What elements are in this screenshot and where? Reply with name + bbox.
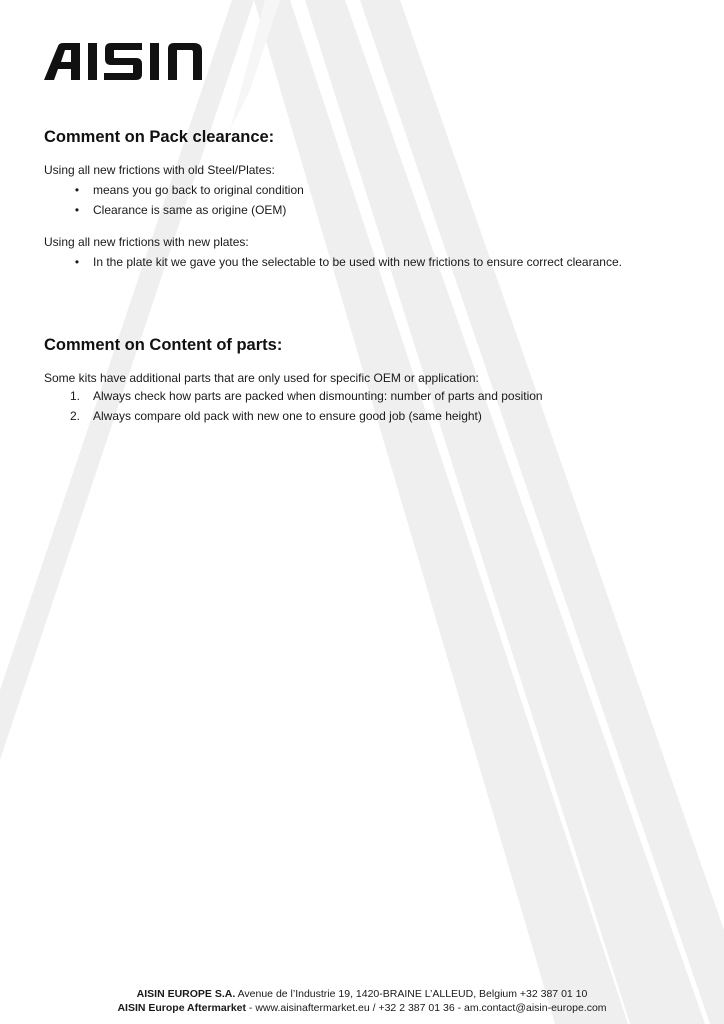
- list-item: [44, 182, 664, 198]
- footer-contact: - www.aisinaftermarket.eu / +32 2 387 01 36 - am.contact@aisin-europe.com: [246, 1002, 607, 1014]
- bullet-list: [44, 254, 644, 270]
- bullet-marker: •: [74, 203, 80, 217]
- page-footer: [0, 987, 724, 1015]
- bullet-marker: •: [74, 255, 80, 269]
- list-item-text: In the plate kit we gave you the selectable to be used with new frictions to ensure correct clearance.: [93, 255, 622, 269]
- group-intro: Using all new frictions with new plates:: [44, 235, 249, 249]
- list-number: 1.: [70, 389, 81, 403]
- numbered-list: [44, 386, 664, 426]
- bullet-marker: •: [74, 183, 80, 197]
- section-content-of-parts: [44, 334, 664, 426]
- footer-company: AISIN EUROPE S.A.: [136, 988, 236, 1000]
- footer-address: Avenue de l’Industrie 19, 1420-BRAINE L’ALLEUD, Belgium +32 387 01 10: [235, 988, 588, 1000]
- group-intro: Using all new frictions with old Steel/Plates:: [44, 163, 275, 177]
- footer-line-2: [0, 1001, 724, 1015]
- list-item: [44, 406, 664, 426]
- section-title: Comment on Content of parts:: [44, 336, 283, 354]
- list-item: [44, 386, 664, 406]
- section-intro: Some kits have additional parts that are only used for specific OEM or application:: [44, 371, 479, 385]
- list-item-text: Always check how parts are packed when dismounting: number of parts and position: [93, 389, 543, 403]
- list-number: 2.: [70, 409, 81, 423]
- aisin-logo: [44, 43, 224, 81]
- bullet-list: [44, 182, 664, 218]
- list-item-text: means you go back to original condition: [93, 183, 304, 197]
- section-pack-clearance: [44, 126, 664, 270]
- footer-aftermarket: AISIN Europe Aftermarket: [117, 1002, 246, 1014]
- list-item: [44, 254, 644, 270]
- footer-line-1: [0, 987, 724, 1001]
- section-title: Comment on Pack clearance:: [44, 128, 275, 146]
- list-item-text: Clearance is same as origine (OEM): [93, 203, 287, 217]
- list-item-text: Always compare old pack with new one to ensure good job (same height): [93, 409, 482, 423]
- list-item: [44, 202, 664, 218]
